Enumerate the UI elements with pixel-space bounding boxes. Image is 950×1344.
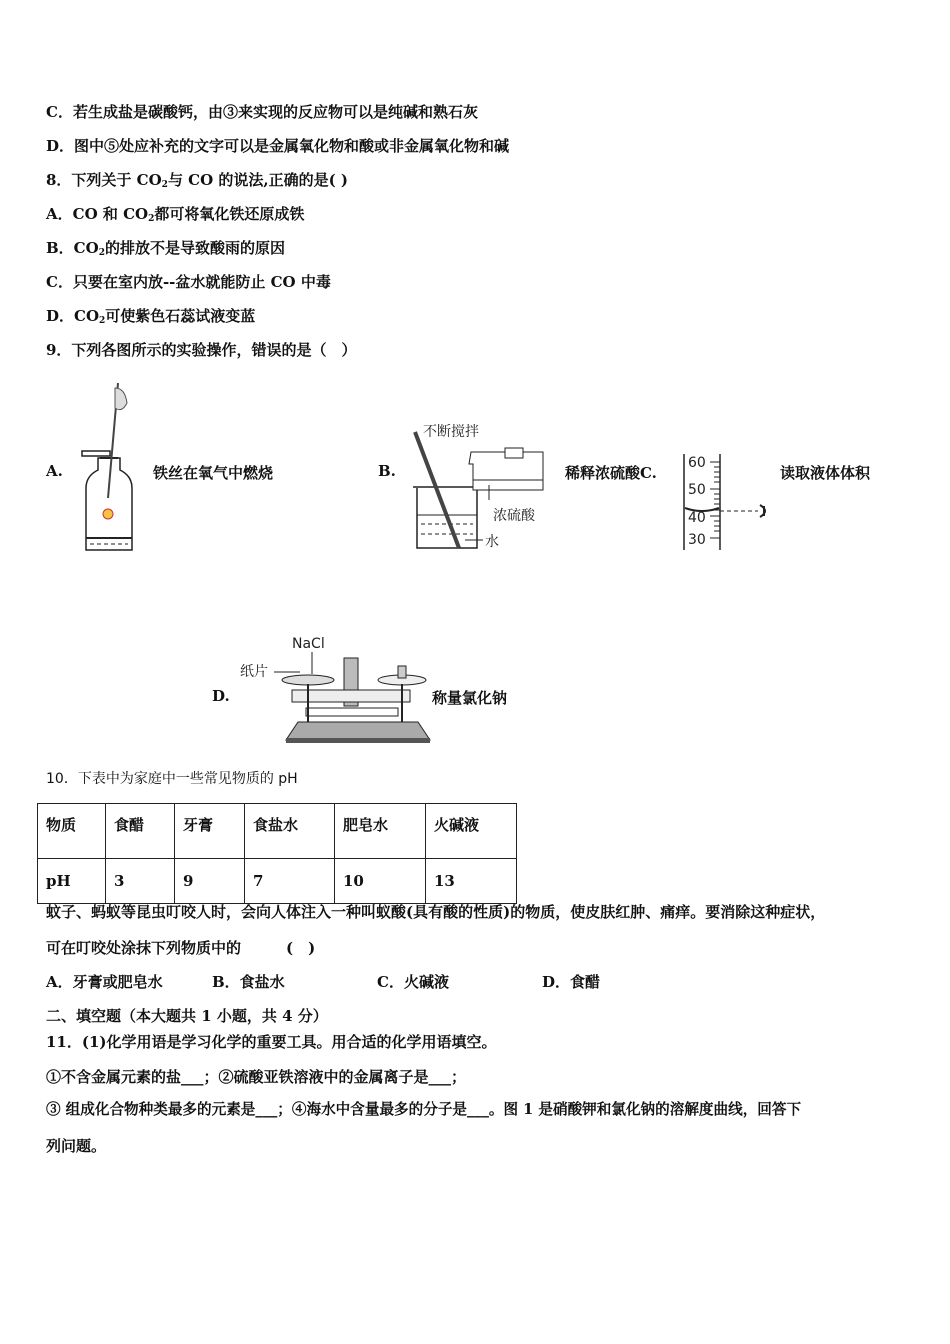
nacl-label: NaCl <box>292 636 325 652</box>
table-cell: 7 <box>245 859 335 904</box>
q9-a-text: 铁丝在氧气中燃烧 <box>153 464 274 482</box>
balance-figure <box>240 632 430 747</box>
q11-stem: 11．(1)化学用语是学习化学的重要工具。用合适的化学用语填空。 <box>46 1033 497 1051</box>
table-cell: pH <box>38 859 106 904</box>
tick-30: 30 <box>688 532 706 548</box>
q8-option-a: A．CO 和 $CO_2$都可将氧化铁还原成铁 <box>46 205 305 224</box>
q8-option-b: B．$CO_2$的排放不是导致酸雨的原因 <box>46 239 285 258</box>
water-label: 水 <box>485 534 499 550</box>
q9-d-text: 称量氯化钠 <box>432 689 508 707</box>
q8-stem: 8．下列关于 $CO_2$与 CO 的说法,正确的是( ) <box>46 171 349 190</box>
acid-label: 浓硫酸 <box>493 508 535 524</box>
table-cell: 食醋 <box>106 804 175 859</box>
table-cell: 10 <box>335 859 426 904</box>
q10-option-a: A．牙膏或肥皂水 <box>46 973 163 991</box>
table-cell: 9 <box>175 859 245 904</box>
q10-para1: 蚊子、蚂蚁等昆虫叮咬人时，会向人体注入一种叫蚁酸(具有酸的性质)的物质，使皮肤红肿、痛痒。要消除这种症状， <box>46 903 826 921</box>
tick-60: 60 <box>688 455 706 471</box>
q9-stem: 9．下列各图所示的实验操作，错误的是（ ） <box>46 341 357 359</box>
table-cell: 食盐水 <box>245 804 335 859</box>
iron-burning-figure <box>80 378 140 553</box>
table-cell: 火碱液 <box>426 804 517 859</box>
table-row <box>38 804 517 859</box>
ph-table <box>37 803 517 904</box>
q10-para2: 可在叮咬处涂抹下列物质中的 ( ) <box>46 939 316 957</box>
table-cell: 13 <box>426 859 517 904</box>
tick-50: 50 <box>688 482 706 498</box>
q8-option-d: D．$CO_2$可使紫色石蕊试液变蓝 <box>46 307 256 326</box>
q11-line2: ③ 组成化合物种类最多的元素是___；④海水中含量最多的分子是___。图 1 是硝酸钾和氯化钠的溶解度曲线，回答下 <box>46 1101 802 1118</box>
table-cell: 牙膏 <box>175 804 245 859</box>
q9-d-label: D. <box>212 687 230 705</box>
table-cell: 肥皂水 <box>335 804 426 859</box>
q9-b-text: 稀释浓硫酸C. <box>565 464 657 482</box>
q7-option-c: C．若生成盐是碳酸钙，由③来实现的反应物可以是纯碱和熟石灰 <box>46 103 478 121</box>
paper-label: 纸片 <box>240 664 268 680</box>
q10-option-d: D．食醋 <box>542 973 601 991</box>
q11-line3: 列问题。 <box>46 1137 107 1155</box>
q9-b-label: B. <box>378 462 396 480</box>
table-row <box>38 859 517 904</box>
q10-option-c: C．火碱液 <box>377 973 449 991</box>
q11-line1: ①不含金属元素的盐___；②硫酸亚铁溶液中的金属离子是___； <box>46 1068 467 1086</box>
stir-label: 不断搅拌 <box>423 424 479 440</box>
q7-option-d: D．图中⑤处应补充的文字可以是金属氧化物和酸或非金属氧化物和碱 <box>46 137 510 155</box>
q8-option-c: C．只要在室内放--盆水就能防止 CO 中毒 <box>46 273 331 291</box>
tick-40: 40 <box>688 510 706 526</box>
table-cell: 物质 <box>38 804 106 859</box>
table-cell: 3 <box>106 859 175 904</box>
q9-a-label: A. <box>46 462 63 480</box>
q10-stem: 10．下表中为家庭中一些常见物质的 pH <box>46 771 298 787</box>
q10-option-b: B．食盐水 <box>212 973 285 991</box>
q9-c-text: 读取液体体积 <box>780 464 871 482</box>
graduated-cylinder-figure <box>680 452 780 552</box>
dilute-acid-figure <box>405 420 565 555</box>
section-heading: 二、填空题（本大题共 1 小题，共 4 分） <box>46 1007 328 1025</box>
